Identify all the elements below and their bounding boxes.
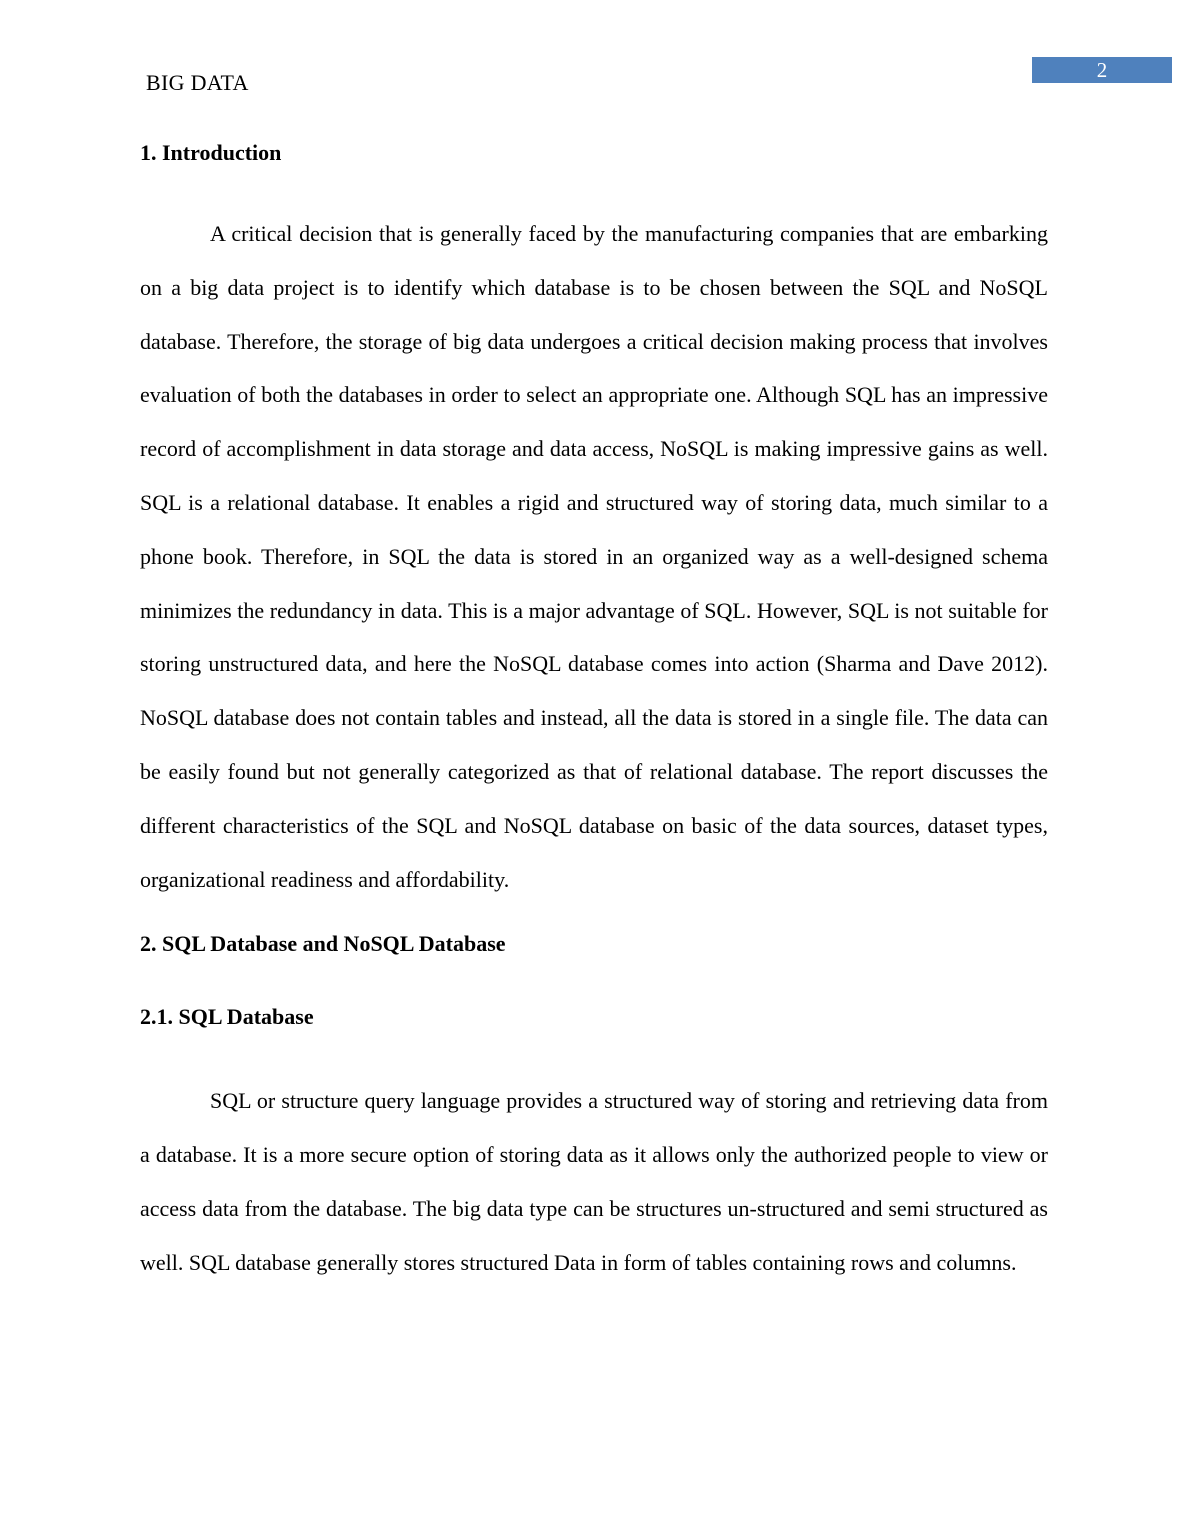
introduction-paragraph: A critical decision that is generally faced by the manufacturing companies that are embarking on a big data project is to identify which database is to be chosen between the SQL and NoSQL database. Therefore, the storage of big data undergoes a critical decision making process that involves evaluation of both the databases in order to select an appropriate one. Although SQL has an impressive record of accomplishment in data storage and data access, NoSQL is making impressive gains as well. SQL is a relational database. It enables a rigid and structured way of storing data, much similar to a phone book. Therefore, in SQL the data is stored in an organized way as a well-designed schema minimizes the redundancy in data. This is a major advantage of SQL. However, SQL is not suitable for storing unstructured data, and here the NoSQL database comes into action (Sharma and Dave 2012). NoSQL database does not contain tables and instead, all the data is stored in a single file. The data can be easily found but not generally categorized as that of relational database. The report discusses the different characteristics of the SQL and NoSQL database on basic of the data sources, dataset types, organizational readiness and affordability. bbox=[140, 221, 1048, 892]
page-number: 2 bbox=[1032, 57, 1172, 83]
document-body bbox=[140, 137, 1048, 1290]
running-header: BIG DATA bbox=[146, 70, 249, 95]
sql-database-paragraph: SQL or structure query language provides a structured way of storing and retrieving data from a database. It is a more secure option of storing data as it allows only the authorized people to view or access data from the database. The big data type can be structures un-structured and semi structured as well. SQL database generally stores structured Data in form of tables containing rows and columns. bbox=[140, 1088, 1048, 1275]
section-heading-introduction: 1. Introduction bbox=[140, 140, 282, 165]
section-heading-sql-nosql: 2. SQL Database and NoSQL Database bbox=[140, 931, 506, 957]
subsection-heading-sql-database: 2.1. SQL Database bbox=[140, 1004, 314, 1030]
